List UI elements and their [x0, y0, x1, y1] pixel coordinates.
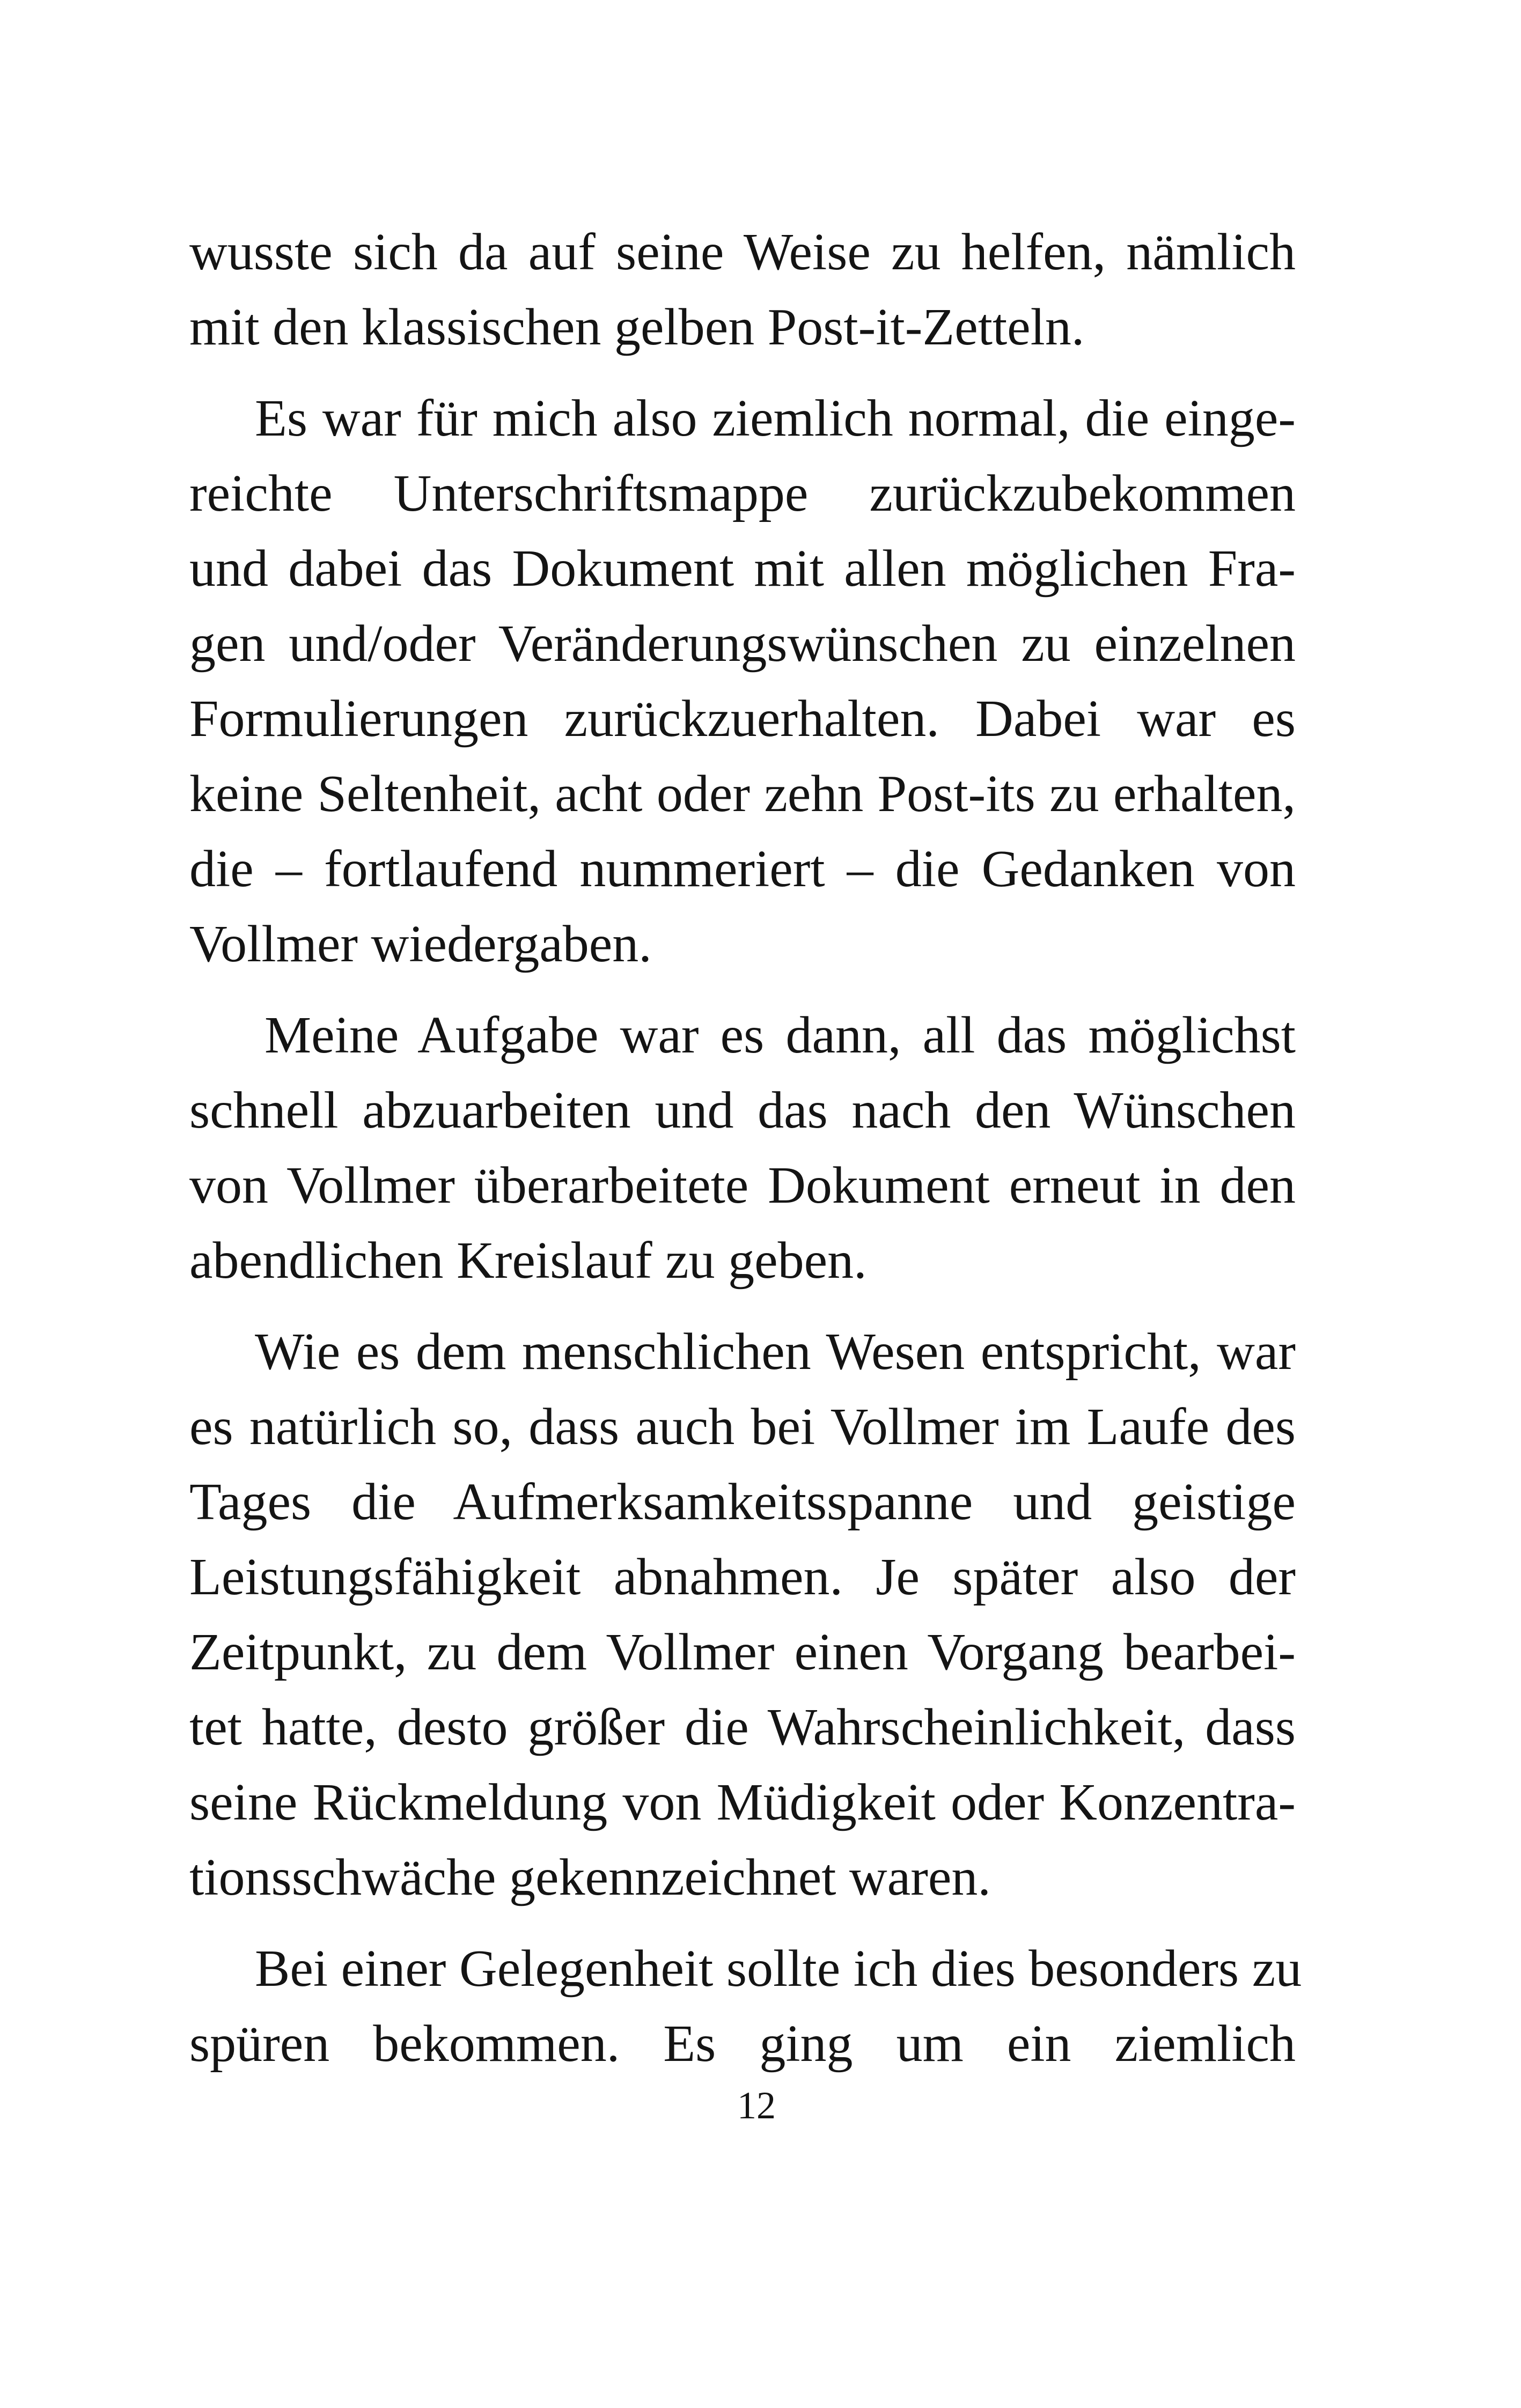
page-number: 12 [737, 2084, 776, 2127]
text-line: die – fortlaufend nummeriert – die Gedanken von [189, 840, 1296, 898]
text-line: es natürlich so, dass auch bei Vollmer im Laufe des [189, 1398, 1296, 1456]
text-line: Bei einer Gelegenheit sollte ich dies besonders zu [255, 1940, 1302, 1998]
text-line: Zeitpunkt, zu dem Vollmer einen Vorgang bearbei- [189, 1623, 1296, 1681]
text-line: reichte Unterschriftsmappe zurückzubekommen [189, 465, 1296, 522]
text-line: schnell abzuarbeiten und das nach den Wünschen [189, 1081, 1296, 1139]
text-line: spüren bekommen. Es ging um ein ziemlich [189, 2015, 1296, 2073]
text-line: Wie es dem menschlichen Wesen entspricht, war [255, 1323, 1296, 1381]
text-line: Tages die Aufmerksamkeitsspanne und geistige [189, 1473, 1296, 1531]
text-line: wusste sich da auf seine Weise zu helfen, nämlich [189, 223, 1296, 281]
text-line: Leistungsfähigkeit abnahmen. Je später also der [189, 1548, 1296, 1606]
text-line: und dabei das Dokument mit allen möglichen Fra- [189, 540, 1296, 598]
text-line: seine Rückmeldung von Müdigkeit oder Konzentra- [189, 1773, 1296, 1831]
text-line: Vollmer wiedergaben. [189, 915, 652, 973]
text-line: abendlichen Kreislauf zu geben. [189, 1232, 867, 1290]
text-line: keine Seltenheit, acht oder zehn Post-its zu erhalten, [189, 765, 1296, 823]
text-line: von Vollmer überarbeitete Dokument erneut in den [189, 1157, 1296, 1214]
text-line: Formulierungen zurückzuerhalten. Dabei war es [189, 690, 1296, 748]
text-line: mit den klassischen gelben Post-it-Zetteln. [189, 298, 1085, 356]
text-line: tet hatte, desto größer die Wahrscheinlichkeit, dass [189, 1698, 1296, 1756]
text-line: tionsschwäche gekennzeichnet waren. [189, 1849, 991, 1906]
text-line: Es war für mich also ziemlich normal, die einge- [255, 389, 1296, 447]
text-line: gen und/oder Veränderungswünschen zu einzelnen [189, 615, 1296, 673]
text-line: Meine Aufgabe war es dann, all das möglichst [264, 1006, 1296, 1064]
